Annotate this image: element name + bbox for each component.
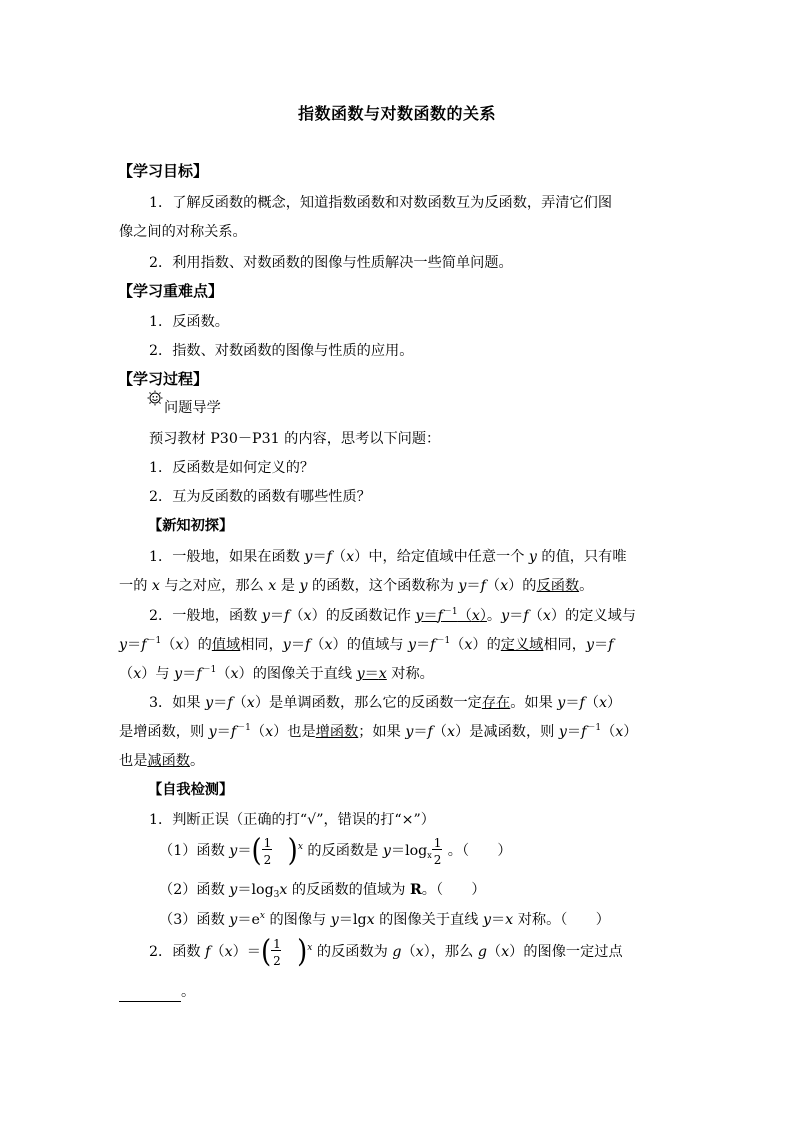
section-key: 【学习重难点】 bbox=[118, 282, 224, 300]
guide-label: 问题导学 bbox=[164, 400, 221, 416]
key-item-2: 2．指数、对数函数的图像与性质的应用。 bbox=[149, 343, 414, 359]
section-goal: 【学习目标】 bbox=[118, 162, 209, 180]
page-title: 指数函数与对数函数的关系 bbox=[297, 104, 496, 123]
self-test-q2b: 。 bbox=[119, 982, 195, 1002]
guide-question-1: 1．反函数是如何定义的？ bbox=[149, 460, 315, 476]
knowledge-para-3c: 也是减函数。 bbox=[119, 753, 205, 769]
goal-item-1b: 像之间的对称关系。 bbox=[119, 224, 247, 240]
knowledge-para-1a: 1．一般地，如果在函数 y＝f（x）中，给定值域中任意一个 y 的值，只有唯 bbox=[149, 549, 627, 565]
smiley-icon bbox=[147, 390, 163, 406]
guide-intro: 预习教材 P30－P31 的内容，思考以下问题： bbox=[149, 431, 441, 447]
self-test-heading: 【自我检测】 bbox=[148, 782, 234, 798]
knowledge-para-2a: 2．一般地，函数 y＝f（x）的反函数记作 $y=f^{-1}(x)$。y＝f（x）的定义域与 bbox=[149, 607, 636, 624]
answer-blank[interactable] bbox=[119, 987, 181, 1002]
goal-item-1a: 1．了解反函数的概念，知道指数函数和对数函数互为反函数，弄清它们图 bbox=[149, 195, 613, 211]
self-test-q1: 1．判断正误（正确的打“√”，错误的打“×”） bbox=[149, 812, 435, 828]
section-process: 【学习过程】 bbox=[118, 370, 209, 388]
knowledge-para-1b: 一的 x 与之对应，那么 x 是 y 的函数，这个函数称为 y＝f（x）的反函数。 bbox=[119, 578, 594, 594]
goal-item-2: 2．利用指数、对数函数的图像与性质解决一些简单问题。 bbox=[149, 255, 513, 271]
knowledge-para-3a: 3．如果 y＝f（x）是单调函数，那么它的反函数一定存在。如果 y＝f（x） bbox=[149, 695, 622, 711]
self-test-q2a: 2．函数 f（x）＝( $\frac{1}{2}$ )$^x$ 的反函数为 g（x），那么 g（x）的图像一定过点 bbox=[149, 934, 623, 970]
knowledge-para-2c: （x）与 $y=f^{-1}(x)$的图像关于直线 y＝x 对称。 bbox=[119, 665, 434, 682]
self-test-q1-3: （3）函数 $y=e^x$ 的图像与 y＝lgx 的图像关于直线 y＝x 对称。（ ） bbox=[159, 911, 610, 928]
new-knowledge-heading: 【新知初探】 bbox=[148, 518, 234, 534]
guide-question-2: 2．互为反函数的函数有哪些性质？ bbox=[149, 489, 371, 505]
self-test-q1-2: （2）函数 $y=\log_3x$ 的反函数的值域为 R。（ ） bbox=[159, 882, 486, 900]
key-item-1: 1．反函数。 bbox=[149, 314, 229, 330]
knowledge-para-3b: 是增函数，则 $y=f^{-1}(x)$也是增函数；如果 y＝f（x）是减函数，则 $y=f^{-1}(x)$ bbox=[119, 723, 638, 740]
knowledge-para-2b: $y=f^{-1}(x)$的值域相同，y＝f（x）的值域与 $y=f^{-1}(x)$的定义域相同，y＝f bbox=[119, 636, 614, 653]
self-test-q1-1: （1）函数 y＝( $\frac{1}{2}$ )$^x$ 的反函数是 $y=\log_x$ $\frac{1}{2}$ 。（ ） bbox=[159, 833, 512, 869]
